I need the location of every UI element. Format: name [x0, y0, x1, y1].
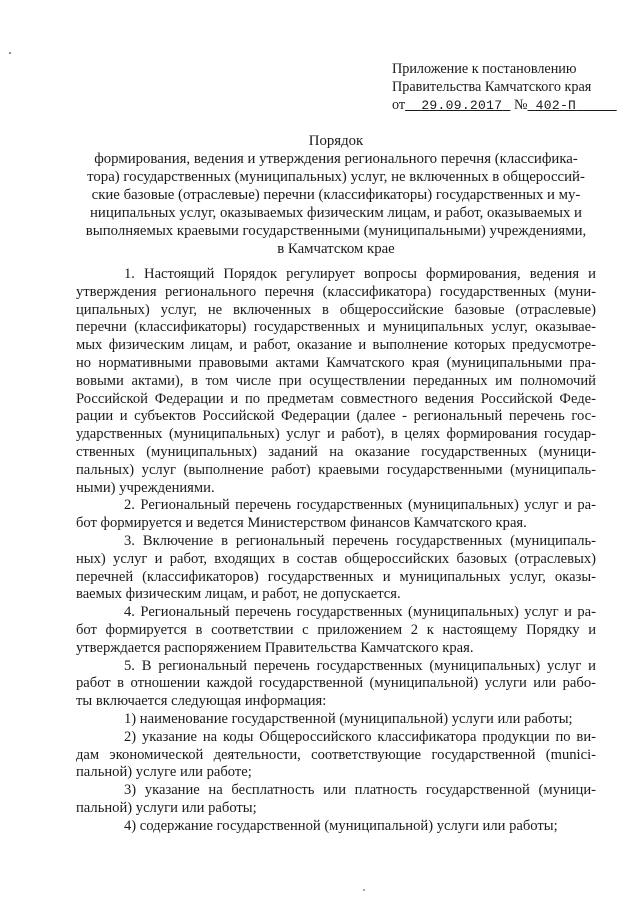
- paragraph-line: пальной) услуги или работы;: [76, 799, 257, 816]
- paragraph-line: мых физическим лицам, и работ, оказание и выполнение которых предусмотре-: [76, 337, 596, 354]
- paragraph-line: бот формируется и ведется Министерством финансов Камчатского края.: [76, 515, 527, 532]
- paragraph-line: рации и субъектов Российской Федерации (далее - региональный перечень гос-: [76, 408, 596, 425]
- paragraph-line: бот формируется в соответствии с приложением 2 к настоящему Порядку и: [76, 621, 596, 638]
- paragraph-line: работ в отношении каждой государственной (муниципальной) услуги или рабо-: [76, 675, 596, 692]
- paragraph-line: ственных (муниципальных) заданий на оказание государственных (муници-: [76, 443, 596, 460]
- title-line: ские базовые (отраслевые) перечни (классификаторы) государственных и му-: [91, 187, 581, 203]
- paragraph-first-line: 1) наименование государственной (муниципальной) услуги или работы;: [124, 710, 573, 727]
- title-line: ниципальных услуг, оказываемых физическим лицам, и работ, оказываемых и: [90, 205, 582, 221]
- scan-speck: [363, 889, 365, 891]
- title-line: формирования, ведения и утверждения регионального перечня (классифика-: [94, 151, 578, 167]
- paragraph-line: ударственных (муниципальных) услуг и работ), в целях формирования государ-: [76, 426, 596, 443]
- paragraph-line: вовыми актами), в том числе при осуществлении переданных им полномочий: [76, 372, 596, 389]
- number-sign: №: [513, 97, 528, 113]
- resolution-date: 29.09.2017: [421, 98, 503, 113]
- paragraph-line: утверждается распоряжением Правительства Камчатского края.: [76, 639, 474, 656]
- paragraph-line: перечни (классификаторы) государственных и муниципальных услуг, оказывае-: [76, 319, 596, 336]
- paragraph-first-line: 1. Настоящий Порядок регулирует вопросы формирования, ведения и: [124, 266, 596, 282]
- paragraph-first-line: 3. Включение в региональный перечень государственных (муниципаль-: [124, 532, 596, 549]
- paragraph-first-line: 5. В региональный перечень государственных (муниципальных) услуг и: [124, 657, 596, 674]
- paragraph-line: пальных) услуг (выполнение работ) краевыми государственными (муниципаль-: [76, 461, 596, 478]
- paragraph-first-line: 3) указание на бесплатность или платность государственной (муници-: [124, 782, 596, 799]
- title-lines: [76, 150, 596, 258]
- appendix-header: [392, 60, 622, 115]
- appendix-line-2: Правительства Камчатского края: [392, 79, 592, 95]
- paragraph-first-line: 4) содержание государственной (муниципальной) услуги или работы;: [124, 817, 558, 834]
- title-heading: Порядок: [308, 133, 364, 149]
- paragraph-line: ными) учреждениями.: [76, 479, 215, 496]
- paragraph-line: ты включается следующая информация:: [76, 693, 327, 710]
- paragraph-line: дам экономической деятельности, соответствующие государственной (munici-: [76, 746, 596, 763]
- paragraph-line: перечней (классификаторов) государственных и муниципальных услуг, оказы-: [76, 568, 596, 585]
- scan-speck: [9, 52, 11, 54]
- title-line: в Камчатском крае: [277, 241, 395, 257]
- title-line: выполняемых краевыми государственными (муниципальными) учреждениями,: [85, 223, 587, 239]
- paragraph-line: но нормативными правовыми актами Камчатского края (муниципальными пра-: [76, 354, 596, 371]
- document-title: [76, 132, 596, 258]
- paragraph-line: ципальных) услуг, не включенных в общероссийские базовые (отраслевые): [76, 301, 596, 318]
- paragraph-line: пальной) услуге или работе;: [76, 764, 252, 781]
- paragraph-line: ваемых физическим лицам, и работ, не допускается.: [76, 586, 401, 603]
- resolution-number: 402-П: [535, 98, 577, 113]
- appendix-date-line: [392, 96, 622, 115]
- paragraph-line: Российской Федерации и по предметам совместного ведения Российской Феде-: [76, 390, 596, 407]
- paragraph-first-line: 2) указание на коды Общероссийского классификатора продукции по ви-: [124, 728, 596, 745]
- title-line: тора) государственных (муниципальных) услуг, не включенных в общероссий-: [87, 169, 585, 185]
- paragraph-first-line: 2. Региональный перечень государственных (муниципальных) услуг и ра-: [124, 497, 596, 514]
- appendix-line-1: Приложение к постановлению: [392, 61, 577, 77]
- paragraph-first-line: 4. Региональный перечень государственных (муниципальных) услуг и ра-: [124, 604, 596, 621]
- paragraph-line: ных) услуг и работ, входящих в состав общероссийских базовых (отраслевых): [76, 550, 596, 567]
- paragraph-line: утверждения регионального перечня (классификатора) государственных (муни-: [76, 283, 596, 300]
- from-label: от: [392, 97, 406, 113]
- document-body: [76, 266, 596, 836]
